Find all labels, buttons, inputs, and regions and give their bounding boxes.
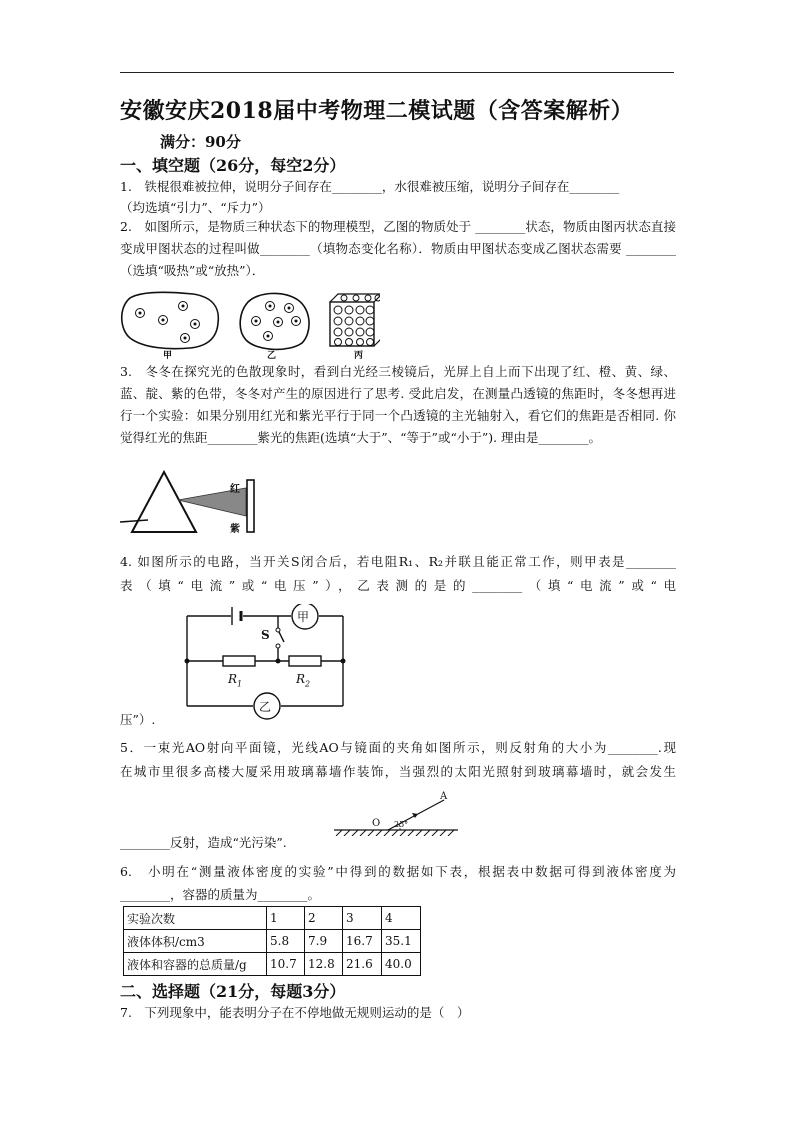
question-2-text: 2. 如图所示，是物质三种状态下的物理模型，乙图的物质处于 ________状态，物质由图丙状态直接变成甲图状态的过程叫做________（填物态变化名称）．物质由甲图状态变成乙图状态需要 ________（选填“吸热”或“放热”）． (120, 219, 676, 278)
section-heading-multiple-choice: 二、选择题（21分，每题3分） (120, 982, 346, 1001)
resistor-r2-label: $R_2$ (296, 672, 311, 689)
table-cell: 4 (382, 907, 421, 930)
junction-right (341, 659, 346, 664)
resistor-r1 (223, 656, 255, 666)
figure-label-jia: 甲 (163, 351, 173, 361)
question-6-line-2: ________，容器的质量为________。 (120, 887, 321, 902)
table-cell: 7.9 (305, 930, 343, 953)
table-cell: 5.8 (267, 930, 305, 953)
light-screen (247, 480, 254, 532)
resistor-r2 (289, 656, 321, 666)
question-7-text: 7. 下列现象中，能表明分子在不停地做无规则运动的是（ ） (120, 1005, 470, 1020)
total-score: 满分：90分 (160, 133, 241, 151)
switch-label: S (261, 628, 270, 642)
meter-jia-label: 甲 (297, 610, 310, 624)
question-1-line-1: 1. 铁棍很难被拉伸，说明分子间存在________，水很难被压缩，说明分子间存在________ (120, 179, 620, 194)
table-cell: 12.8 (305, 953, 343, 976)
label-red: 红 (230, 484, 240, 495)
table-cell: 液体和容器的总质量/g (124, 953, 267, 976)
junction-left (185, 659, 190, 664)
section-heading-fill-blank: 一、填空题（26分，每空2分） (120, 156, 346, 175)
mirror-hatching (336, 830, 454, 836)
question-4-line-1: 4. 如图所示的电路，当开关S闭合后，若电阻R₁、R₂并联且能正常工作，则甲表是________ (120, 554, 676, 569)
question-4-line-2: 表（填“电流”或“电压”），乙表测的是的________（填“电流”或“电 (120, 578, 676, 593)
table-cell: 16.7 (343, 930, 382, 953)
prism-dispersion-figure (118, 464, 264, 536)
junction-middle (276, 659, 281, 664)
table-cell: 21.6 (343, 953, 382, 976)
table-cell: 液体体积/cm3 (124, 930, 267, 953)
question-6-line-1: 6. 小明在“测量液体密度的实验”中得到的数据如下表，根据表中数据可得到液体密度为 (120, 864, 676, 879)
label-violet: 紫 (230, 524, 240, 535)
point-a-label: A (440, 791, 448, 802)
question-4-line-3: 压”）. (120, 712, 156, 727)
table-cell: 3 (343, 907, 382, 930)
question-5-line-1: 5．一束光AO射向平面镜，光线AO与镜面的夹角如图所示，则反射角的大小为________.现 (120, 740, 676, 755)
header-rule (120, 72, 674, 73)
question-1-line-2: （均选填“引力”、“斥力”） (120, 200, 271, 215)
question-5-line-3: ________反射，造成“光污染”. (120, 835, 287, 850)
density-data-table (123, 906, 421, 976)
question-5-line-2: 在城市里很多高楼大厦采用玻璃幕墙作装饰，当强烈的太阳光照射到玻璃幕墙时，就会发生 (120, 764, 676, 779)
liquid-model-b (240, 293, 309, 349)
lattice-model-c (330, 294, 380, 346)
meter-yi-label: 乙 (259, 700, 272, 714)
states-of-matter-figure (118, 288, 380, 362)
table-cell: 实验次数 (124, 907, 267, 930)
figure-label-bing: 丙 (354, 351, 364, 361)
solid-like-model-a (122, 292, 219, 348)
figure-label-yi: 乙 (267, 351, 277, 361)
table-cell: 35.1 (382, 930, 421, 953)
white-light-ray (120, 520, 148, 522)
table-cell: 1 (267, 907, 305, 930)
table-row (124, 930, 421, 953)
table-row (124, 907, 421, 930)
angle-label: 25° (394, 820, 409, 829)
question-3-text: 3. 冬冬在探究光的色散现象时，看到白光经三棱镜后，光屏上自上而下出现了红、橙、黄、绿、蓝、靛、紫的色带，冬冬对产生的原因进行了思考. 受此启发，在测量凸透镜的焦距时，冬冬想再进行一个实验：如果分别用红光和紫光平行于同一个凸透镜的主光轴射入，看它们的焦距是否相同. 你觉得红光的焦距________紫光的焦距(选填“大于”、“等于”或“小于”). 理由是________。 (120, 364, 676, 445)
table-row (124, 953, 421, 976)
table-cell: 10.7 (267, 953, 305, 976)
table-cell: 2 (305, 907, 343, 930)
page-title: 安徽安庆2018届中考物理二模试题（含答案解析） (120, 98, 634, 124)
resistor-r1-label: $R_1$ (228, 672, 243, 689)
point-o-label: O (372, 818, 381, 829)
table-cell: 40.0 (382, 953, 421, 976)
